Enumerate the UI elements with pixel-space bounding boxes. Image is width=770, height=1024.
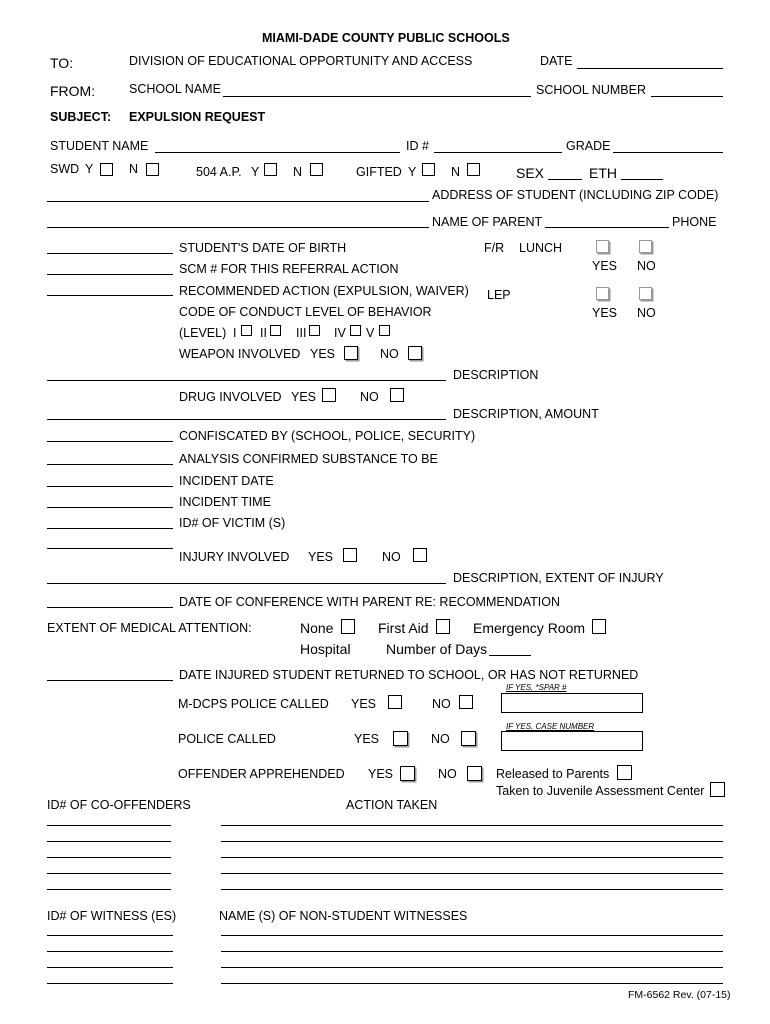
- code-of-conduct-label: CODE OF CONDUCT LEVEL OF BEHAVIOR: [179, 305, 432, 319]
- action-taken-field-4[interactable]: [221, 873, 723, 874]
- mdcps-no-checkbox[interactable]: [459, 695, 473, 709]
- police-yes-label: YES: [354, 732, 380, 746]
- witness-id-field-3[interactable]: [47, 967, 173, 968]
- witness-name-field-3[interactable]: [221, 967, 723, 968]
- medical-days-field[interactable]: [489, 655, 531, 656]
- sex-label: SEX: [516, 165, 545, 181]
- student-name-field[interactable]: [155, 152, 400, 153]
- medical-none-checkbox[interactable]: [341, 619, 355, 634]
- action-taken-field-5[interactable]: [221, 889, 723, 890]
- ap504-y-label: Y: [251, 165, 260, 179]
- medical-emergency-checkbox[interactable]: [592, 619, 606, 634]
- address-label: ADDRESS OF STUDENT (INCLUDING ZIP CODE): [432, 188, 719, 202]
- grade-field[interactable]: [613, 152, 723, 153]
- injury-description-field[interactable]: [47, 583, 446, 584]
- police-no-label: NO: [431, 732, 450, 746]
- witness-name-field-1[interactable]: [221, 935, 723, 936]
- level-iii-checkbox[interactable]: [309, 325, 320, 336]
- returned-date-field[interactable]: [47, 680, 173, 681]
- mdcps-police-label: M-DCPS POLICE CALLED: [178, 697, 329, 711]
- witness-id-field-4[interactable]: [47, 983, 173, 984]
- action-taken-label: ACTION TAKEN: [346, 798, 438, 812]
- to-value: DIVISION OF EDUCATIONAL OPPORTUNITY AND ACCESS: [129, 54, 473, 68]
- witness-names-label: NAME (S) OF NON-STUDENT WITNESSES: [219, 909, 468, 923]
- mdcps-yes-checkbox[interactable]: [388, 695, 402, 709]
- sex-field[interactable]: [548, 179, 582, 180]
- witness-name-field-4[interactable]: [221, 983, 723, 984]
- medical-none-label: None: [300, 620, 334, 636]
- conference-date-field[interactable]: [47, 607, 173, 608]
- lep-no-label: NO: [637, 306, 656, 320]
- victim-id-label: ID# OF VICTIM (S): [179, 516, 286, 530]
- spar-note: IF YES, *SPAR #: [506, 683, 567, 692]
- lunch-yes-checkbox[interactable]: [596, 240, 609, 253]
- medical-days-label: Number of Days: [386, 641, 488, 657]
- recommended-action-field[interactable]: [47, 295, 173, 296]
- cooffenders-id-label: ID# OF CO-OFFENDERS: [47, 798, 191, 812]
- spar-number-field[interactable]: [501, 693, 643, 713]
- school-number-label: SCHOOL NUMBER: [536, 83, 646, 97]
- level-iv-label: IV: [334, 326, 346, 340]
- school-name-field[interactable]: [223, 96, 531, 97]
- medical-first-aid-checkbox[interactable]: [436, 619, 450, 634]
- injury-no-checkbox[interactable]: [413, 548, 427, 562]
- level-i-checkbox[interactable]: [241, 325, 252, 336]
- gifted-label: GIFTED: [356, 165, 402, 179]
- scm-label: SCM # FOR THIS REFERRAL ACTION: [179, 262, 399, 276]
- incident-time-label: INCIDENT TIME: [179, 495, 271, 509]
- analysis-label: ANALYSIS CONFIRMED SUBSTANCE TO BE: [179, 452, 438, 466]
- offender-yes-label: YES: [368, 767, 394, 781]
- victim-id-field-2[interactable]: [47, 548, 173, 549]
- drug-yes-checkbox[interactable]: [322, 388, 336, 402]
- swd-n-label: N: [129, 162, 139, 176]
- recommended-action-label: RECOMMENDED ACTION (EXPULSION, WAIVER): [179, 284, 469, 298]
- to-label: TO:: [50, 55, 74, 71]
- id-label: ID #: [406, 139, 429, 153]
- action-taken-field-2[interactable]: [221, 841, 723, 842]
- cooffender-id-field-2[interactable]: [47, 841, 171, 842]
- weapon-description-field[interactable]: [47, 380, 446, 381]
- police-no-checkbox[interactable]: [461, 731, 476, 746]
- drug-no-checkbox[interactable]: [390, 388, 404, 402]
- ap504-no-checkbox[interactable]: [310, 163, 323, 176]
- drug-yes-label: YES: [291, 390, 317, 404]
- from-label: FROM:: [50, 83, 96, 99]
- confiscated-field[interactable]: [47, 441, 173, 442]
- lunch-yes-label: YES: [592, 259, 618, 273]
- fr-label: F/R: [484, 241, 505, 255]
- witness-id-label: ID# OF WITNESS (ES): [47, 909, 177, 923]
- level-ii-checkbox[interactable]: [270, 325, 281, 336]
- phone-label: PHONE: [672, 215, 717, 229]
- action-taken-field-1[interactable]: [221, 825, 723, 826]
- swd-yes-checkbox[interactable]: [100, 163, 113, 176]
- dob-label: STUDENT'S DATE OF BIRTH: [179, 241, 347, 255]
- returned-label: DATE INJURED STUDENT RETURNED TO SCHOOL, OR HAS NOT RETURNED: [179, 668, 639, 682]
- ap504-yes-checkbox[interactable]: [264, 163, 277, 176]
- scm-field[interactable]: [47, 274, 173, 275]
- offender-label: OFFENDER APPREHENDED: [178, 767, 345, 781]
- phone-field[interactable]: [545, 227, 669, 228]
- injury-label: INJURY INVOLVED: [179, 550, 290, 564]
- cooffender-id-field-5[interactable]: [47, 889, 171, 890]
- confiscated-label: CONFISCATED BY (SCHOOL, POLICE, SECURITY): [179, 429, 476, 443]
- mdcps-yes-label: YES: [351, 697, 377, 711]
- weapon-description-label: DESCRIPTION: [453, 368, 539, 382]
- address-field[interactable]: [47, 201, 429, 202]
- level-ii-label: II: [260, 326, 267, 340]
- gifted-y-label: Y: [408, 165, 417, 179]
- ap504-n-label: N: [293, 165, 303, 179]
- gifted-yes-checkbox[interactable]: [422, 163, 435, 176]
- weapon-yes-checkbox[interactable]: [344, 346, 358, 360]
- lunch-no-checkbox[interactable]: [639, 240, 652, 253]
- released-checkbox[interactable]: [617, 765, 632, 780]
- medical-first-aid-label: First Aid: [378, 620, 429, 636]
- incident-time-field[interactable]: [47, 507, 173, 508]
- id-field[interactable]: [434, 152, 562, 153]
- injury-yes-checkbox[interactable]: [343, 548, 357, 562]
- juvenile-checkbox[interactable]: [710, 782, 725, 797]
- incident-date-label: INCIDENT DATE: [179, 474, 274, 488]
- gifted-n-label: N: [451, 165, 461, 179]
- date-label: DATE: [540, 54, 573, 68]
- released-label: Released to Parents: [496, 767, 610, 781]
- school-number-field[interactable]: [651, 96, 723, 97]
- conference-label: DATE OF CONFERENCE WITH PARENT RE: RECOMMENDATION: [179, 595, 561, 609]
- medical-attention-label: EXTENT OF MEDICAL ATTENTION:: [47, 621, 252, 635]
- police-yes-checkbox[interactable]: [393, 731, 408, 746]
- lep-label: LEP: [487, 288, 511, 302]
- analysis-field[interactable]: [47, 464, 173, 465]
- level-label: (LEVEL): [179, 326, 227, 340]
- offender-yes-checkbox[interactable]: [400, 766, 415, 781]
- weapon-no-checkbox[interactable]: [408, 346, 422, 360]
- lep-yes-label: YES: [592, 306, 618, 320]
- parent-name-field[interactable]: [47, 227, 429, 228]
- injury-yes-label: YES: [308, 550, 334, 564]
- case-number-field[interactable]: [501, 731, 643, 751]
- lep-no-checkbox[interactable]: [639, 287, 652, 300]
- date-field[interactable]: [577, 68, 723, 69]
- witness-id-field-2[interactable]: [47, 951, 173, 952]
- injury-description-label: DESCRIPTION, EXTENT OF INJURY: [453, 571, 664, 585]
- injury-no-label: NO: [382, 550, 401, 564]
- case-number-note: IF YES, CASE NUMBER: [506, 722, 595, 731]
- victim-id-field-1[interactable]: [47, 528, 173, 529]
- weapon-yes-label: YES: [310, 347, 336, 361]
- mdcps-no-label: NO: [432, 697, 451, 711]
- form-number: FM-6562 Rev. (07-15): [628, 989, 731, 1001]
- eth-field[interactable]: [621, 179, 663, 180]
- witness-name-field-2[interactable]: [221, 951, 723, 952]
- level-i-label: I: [233, 326, 237, 340]
- lep-yes-checkbox[interactable]: [596, 287, 609, 300]
- swd-no-checkbox[interactable]: [146, 163, 159, 176]
- form-title: MIAMI-DADE COUNTY PUBLIC SCHOOLS: [262, 31, 510, 45]
- drug-label: DRUG INVOLVED: [179, 390, 282, 404]
- drug-no-label: NO: [360, 390, 379, 404]
- offender-no-checkbox[interactable]: [467, 766, 482, 781]
- police-called-label: POLICE CALLED: [178, 732, 276, 746]
- drug-description-field[interactable]: [47, 419, 446, 420]
- cooffender-id-field-3[interactable]: [47, 857, 171, 858]
- level-iv-checkbox[interactable]: [350, 325, 361, 336]
- lunch-label: LUNCH: [519, 241, 563, 255]
- eth-label: ETH: [589, 165, 617, 181]
- action-taken-field-3[interactable]: [221, 857, 723, 858]
- cooffender-id-field-1[interactable]: [47, 825, 171, 826]
- juvenile-label: Taken to Juvenile Assessment Center: [496, 784, 705, 798]
- dob-field[interactable]: [47, 253, 173, 254]
- parent-name-label: NAME OF PARENT: [432, 215, 543, 229]
- witness-id-field-1[interactable]: [47, 935, 173, 936]
- subject-label: SUBJECT:: [50, 110, 112, 124]
- cooffender-id-field-4[interactable]: [47, 873, 171, 874]
- gifted-no-checkbox[interactable]: [467, 163, 480, 176]
- drug-description-label: DESCRIPTION, AMOUNT: [453, 407, 599, 421]
- weapon-no-label: NO: [380, 347, 399, 361]
- level-iii-label: III: [296, 326, 307, 340]
- level-v-label: V: [366, 326, 375, 340]
- swd-label: SWD: [50, 162, 80, 176]
- subject-value: EXPULSION REQUEST: [129, 110, 266, 124]
- swd-y-label: Y: [85, 162, 94, 176]
- lunch-no-label: NO: [637, 259, 656, 273]
- ap504-label: 504 A.P.: [196, 165, 242, 179]
- medical-emergency-label: Emergency Room: [473, 620, 586, 636]
- weapon-label: WEAPON INVOLVED: [179, 347, 301, 361]
- level-v-checkbox[interactable]: [379, 325, 390, 336]
- offender-no-label: NO: [438, 767, 457, 781]
- school-name-label: SCHOOL NAME: [129, 82, 221, 96]
- grade-label: GRADE: [566, 139, 611, 153]
- incident-date-field[interactable]: [47, 486, 173, 487]
- medical-hospital-label: Hospital: [300, 641, 351, 657]
- student-name-label: STUDENT NAME: [50, 139, 149, 153]
